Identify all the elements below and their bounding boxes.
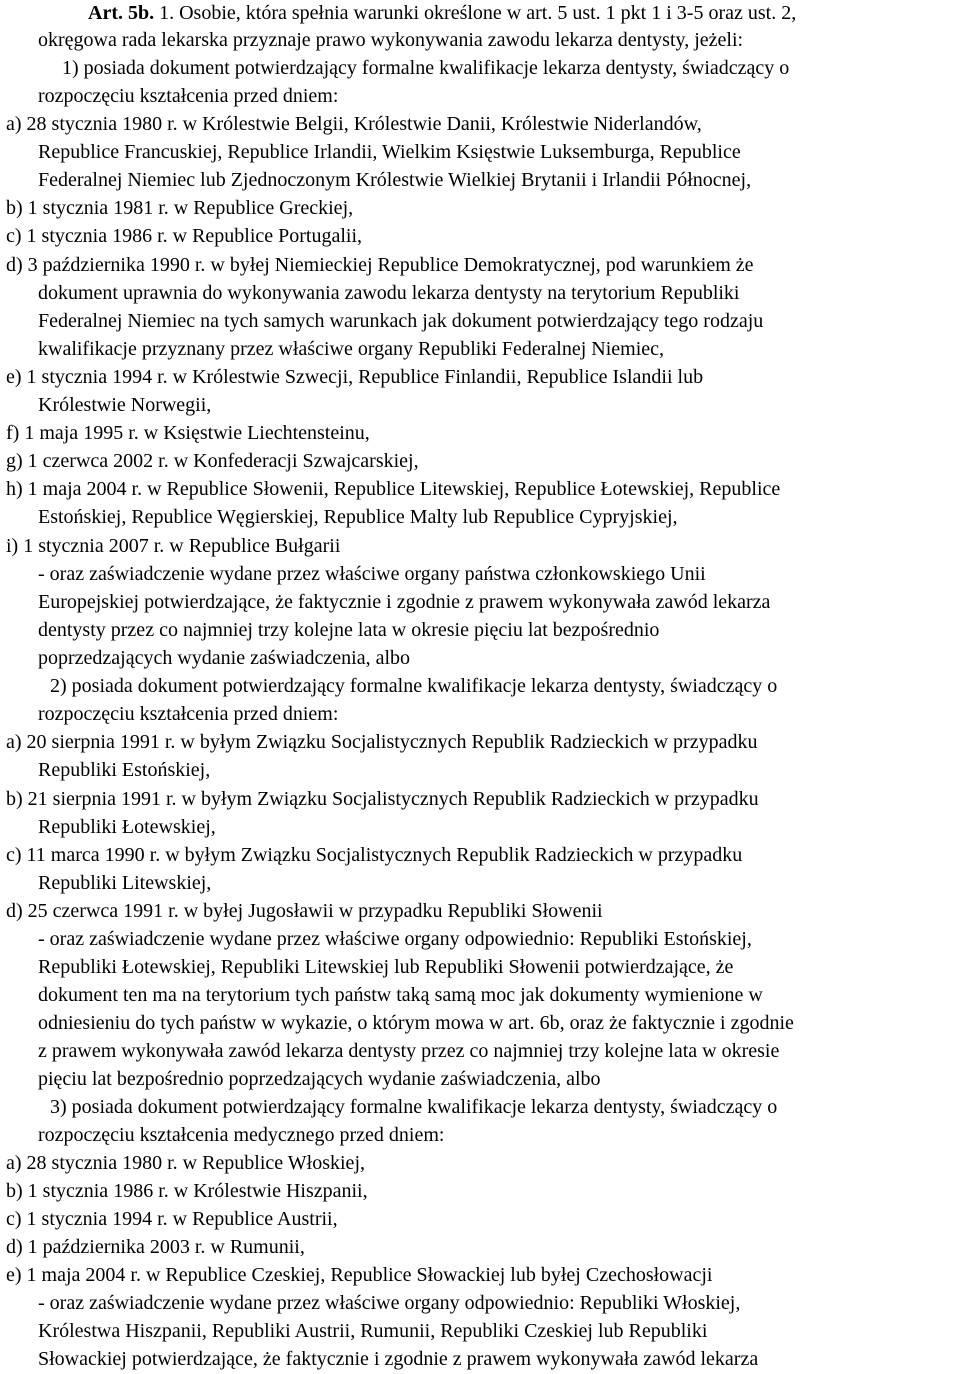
text-line: rozpoczęciu kształcenia medycznego przed dniem:: [38, 1124, 445, 1146]
text-line: - oraz zaświadczenie wydane przez właściwe organy odpowiednio: Republiki Estońskiej,: [38, 928, 752, 950]
text-line: c) 1 stycznia 1994 r. w Republice Austrii,: [6, 1208, 338, 1230]
text-line: d) 3 października 1990 r. w byłej Niemieckiej Republice Demokratycznej, pod warunkiem że: [6, 254, 754, 276]
text-line: b) 21 sierpnia 1991 r. w byłym Związku Socjalistycznych Republik Radzieckich w przypadku: [6, 788, 759, 810]
text-line: Estońskiej, Republice Węgierskiej, Republice Malty lub Republice Cypryjskiej,: [38, 506, 678, 528]
text-line: e) 1 stycznia 1994 r. w Królestwie Szwecji, Republice Finlandii, Republice Islandii lub: [6, 366, 704, 388]
text-line: Federalnej Niemiec na tych samych warunkach jak dokument potwierdzający tego rodzaju: [38, 310, 764, 332]
text-line: d) 25 czerwca 1991 r. w byłej Jugosławii w przypadku Republiki Słowenii: [6, 900, 603, 922]
text-line: Europejskiej potwierdzające, że faktycznie i zgodnie z prawem wykonywała zawód lekarza: [38, 591, 771, 613]
text-line: kwalifikacje przyznany przez właściwe organy Republiki Federalnej Niemiec,: [38, 338, 665, 360]
text-line: 3) posiada dokument potwierdzający formalne kwalifikacje lekarza dentysty, świadczący o: [50, 1096, 778, 1118]
text-line: 2) posiada dokument potwierdzający formalne kwalifikacje lekarza dentysty, świadczący o: [50, 675, 778, 697]
text-line: Republiki Łotewskiej,: [38, 816, 216, 838]
article-number: Art. 5b.: [88, 2, 155, 24]
text-line: Słowackiej potwierdzające, że faktycznie i zgodnie z prawem wykonywała zawód lekarza: [38, 1348, 759, 1370]
text-line: dokument ten ma na terytorium tych państw taką samą moc jak dokumenty wymienione w: [38, 984, 763, 1006]
text-line: Republice Francuskiej, Republice Irlandii, Wielkim Księstwie Luksemburga, Republice: [38, 141, 741, 163]
text-line: e) 1 maja 2004 r. w Republice Czeskiej, Republice Słowackiej lub byłej Czechosłowacji: [6, 1264, 713, 1286]
text-line: pięciu lat bezpośrednio poprzedzających wydanie zaświadczenia, albo: [38, 1068, 601, 1090]
text-line: 1) posiada dokument potwierdzający formalne kwalifikacje lekarza dentysty, świadczący o: [62, 57, 790, 79]
text-line: okręgowa rada lekarska przyznaje prawo wykonywania zawodu lekarza dentysty, jeżeli:: [38, 29, 744, 51]
article-heading-line: [88, 0, 960, 27]
text-line: d) 1 października 2003 r. w Rumunii,: [6, 1236, 305, 1258]
text-line: f) 1 maja 1995 r. w Księstwie Liechtensteinu,: [6, 422, 370, 444]
text-line: dokument uprawnia do wykonywania zawodu lekarza dentysty na terytorium Republiki: [38, 282, 740, 304]
text-line: rozpoczęciu kształcenia przed dniem:: [38, 703, 339, 725]
text-line: - oraz zaświadczenie wydane przez właściwe organy państwa członkowskiego Unii: [38, 563, 706, 585]
text-line: a) 28 stycznia 1980 r. w Republice Włoskiej,: [6, 1152, 365, 1174]
text-line: Królestwa Hiszpanii, Republiki Austrii, Rumunii, Republiki Czeskiej lub Republiki: [38, 1320, 708, 1342]
text-line: c) 1 stycznia 1986 r. w Republice Portugalii,: [6, 225, 363, 247]
text-line: g) 1 czerwca 2002 r. w Konfederacji Szwajcarskiej,: [6, 450, 419, 472]
text-line: c) 11 marca 1990 r. w byłym Związku Socjalistycznych Republik Radzieckich w przypadku: [6, 844, 743, 866]
text-line: z prawem wykonywała zawód lekarza dentysty przez co najmniej trzy kolejne lata w okresie: [38, 1040, 780, 1062]
text-line: i) 1 stycznia 2007 r. w Republice Bułgarii: [6, 535, 341, 557]
article-intro: 1. Osobie, która spełnia warunki określone w art. 5 ust. 1 pkt 1 i 3-5 oraz ust. 2,: [154, 2, 797, 24]
text-line: dentysty przez co najmniej trzy kolejne lata w okresie pięciu lat bezpośrednio: [38, 619, 660, 641]
text-line: b) 1 stycznia 1986 r. w Królestwie Hiszpanii,: [6, 1180, 368, 1202]
text-line: odniesieniu do tych państw w wykazie, o którym mowa w art. 6b, oraz że faktycznie i zgodnie: [38, 1012, 794, 1034]
text-line: Republiki Estońskiej,: [38, 759, 211, 781]
text-line: b) 1 stycznia 1981 r. w Republice Greckiej,: [6, 197, 354, 219]
text-line: Republiki Litewskiej,: [38, 872, 212, 894]
text-line: a) 20 sierpnia 1991 r. w byłym Związku Socjalistycznych Republik Radzieckich w przypadku: [6, 731, 758, 753]
text-line: Republiki Łotewskiej, Republiki Litewskiej lub Republiki Słowenii potwierdzające, że: [38, 956, 734, 978]
text-line: - oraz zaświadczenie wydane przez właściwe organy odpowiednio: Republiki Włoskiej,: [38, 1292, 741, 1314]
text-line: poprzedzających wydanie zaświadczenia, albo: [38, 647, 411, 669]
text-line: rozpoczęciu kształcenia przed dniem:: [38, 85, 339, 107]
text-line: a) 28 stycznia 1980 r. w Królestwie Belgii, Królestwie Danii, Królestwie Niderlandów,: [6, 113, 702, 135]
text-line: Federalnej Niemiec lub Zjednoczonym Królestwie Wielkiej Brytanii i Irlandii Północnej,: [38, 169, 752, 191]
text-line: Królestwie Norwegii,: [38, 394, 212, 416]
text-line: h) 1 maja 2004 r. w Republice Słowenii, Republice Litewskiej, Republice Łotewskiej, Republice: [6, 478, 781, 500]
